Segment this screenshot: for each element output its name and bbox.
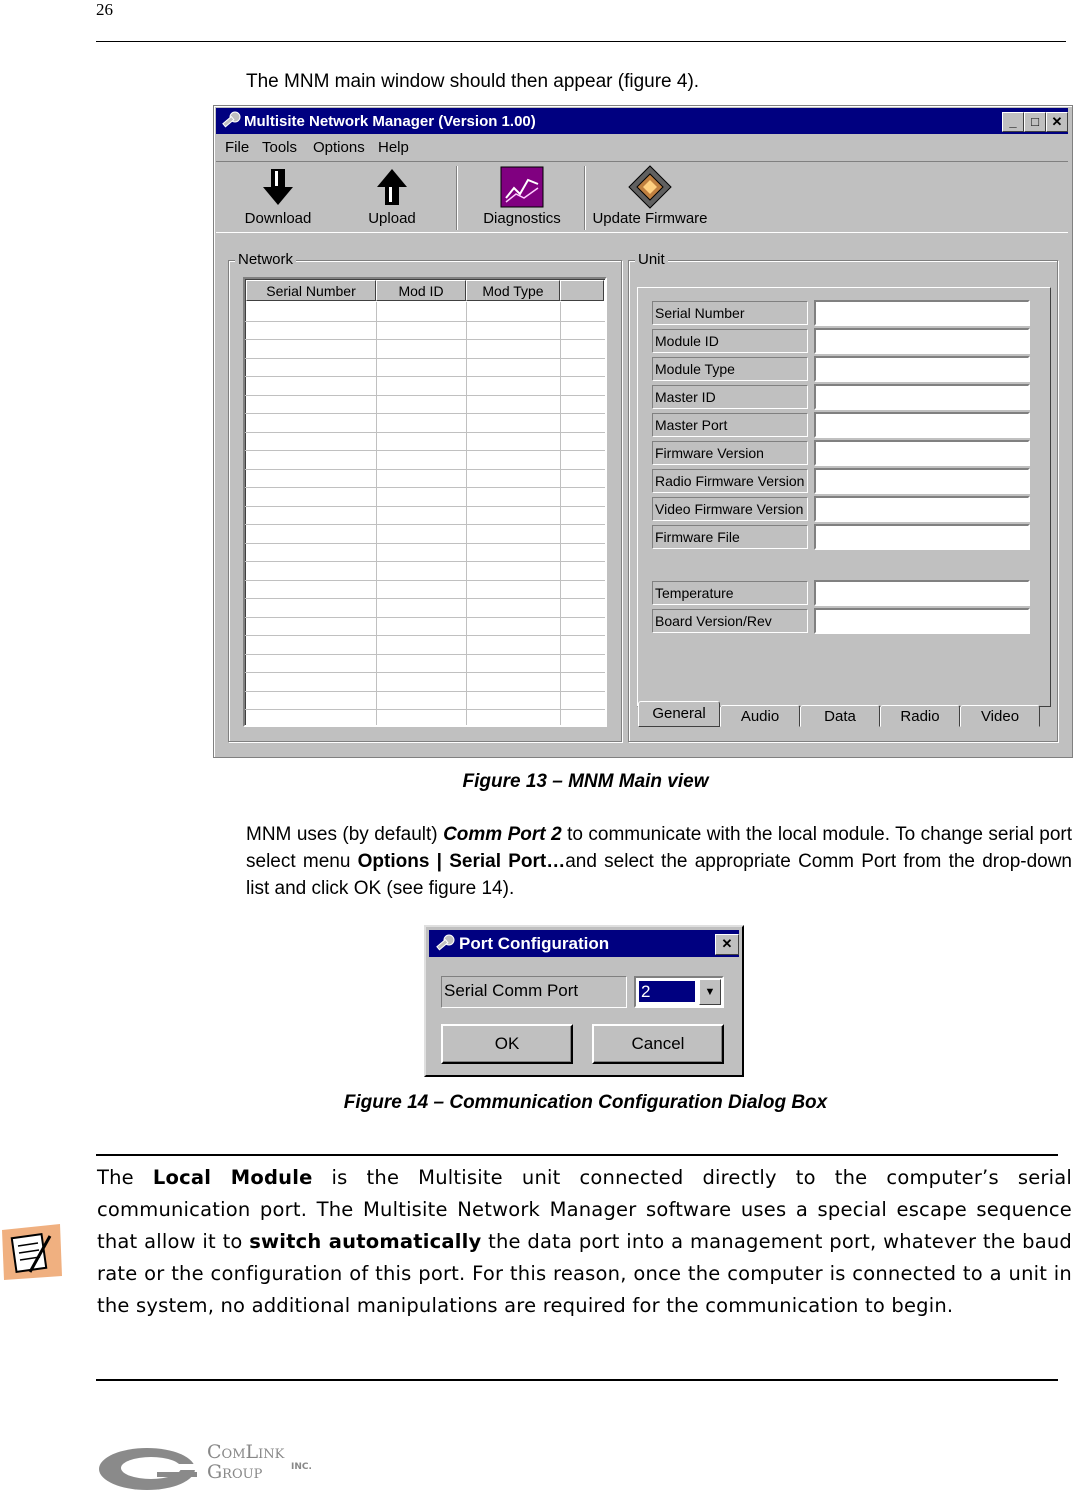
logo-line1: ComLink [207, 1441, 285, 1463]
figure-14-caption: Figure 14 – Communication Configuration Dialog Box [343, 1092, 828, 1113]
menu-path-emphasis: Options | Serial Port… [357, 851, 566, 872]
table-row[interactable] [245, 543, 605, 544]
table-row[interactable] [245, 654, 605, 655]
update-firmware-label: Update Firmware [592, 210, 708, 227]
tab-general[interactable]: General [638, 701, 720, 727]
header-rule [96, 41, 1066, 42]
video-firmware-version-field[interactable] [814, 496, 1030, 522]
download-button[interactable] [236, 164, 320, 227]
table-row[interactable] [245, 432, 605, 433]
table-row[interactable] [245, 561, 605, 562]
note-text: The [97, 1166, 153, 1189]
table-row[interactable] [245, 672, 605, 673]
chevron-down-icon[interactable]: ▼ [699, 979, 721, 1005]
label-master-port: Master Port [652, 413, 808, 437]
menu-options[interactable]: Options [313, 139, 365, 156]
menu-help[interactable]: Help [378, 139, 409, 156]
logo-line2: Group [207, 1461, 263, 1483]
column-header-mod-id[interactable]: Mod ID [376, 280, 466, 301]
unit-label: Unit [635, 251, 668, 268]
comm-port-emphasis: Comm Port 2 [443, 824, 562, 845]
dialog-titlebar [429, 930, 739, 957]
network-grid-body [245, 302, 605, 725]
diagnostics-chart-icon [500, 166, 544, 208]
tab-video[interactable]: Video [960, 705, 1040, 727]
upload-arrow-icon [375, 167, 409, 207]
toolbar [216, 161, 1068, 233]
table-row[interactable] [245, 321, 605, 322]
diagnostics-label: Diagnostics [483, 210, 561, 227]
table-row[interactable] [245, 469, 605, 470]
para-text: MNM uses (by default) [246, 824, 444, 845]
note-text: is the Multisite unit connected directly to the computer’s serial communication port. The Multisite Network Manager software uses a special escape sequence that allow it to [97, 1166, 1072, 1253]
unit-tab-panel [637, 287, 1051, 707]
column-divider [376, 302, 377, 725]
table-row[interactable] [245, 358, 605, 359]
module-id-field[interactable] [814, 328, 1030, 354]
master-port-field[interactable] [814, 412, 1030, 438]
table-row[interactable] [245, 691, 605, 692]
upload-label: Upload [368, 210, 416, 227]
table-row[interactable] [245, 635, 605, 636]
label-firmware-version: Firmware Version [652, 441, 808, 465]
label-serial-number: Serial Number [652, 301, 808, 325]
switch-automatically-emphasis: switch automatically [249, 1230, 482, 1253]
serial-number-field[interactable] [814, 300, 1030, 326]
network-group [228, 251, 622, 742]
table-row[interactable] [245, 487, 605, 488]
comlink-logo [97, 1440, 337, 1496]
comm-port-select[interactable] [634, 976, 724, 1008]
local-module-note [97, 1162, 1072, 1322]
update-firmware-button[interactable] [592, 164, 708, 227]
toolbar-separator [456, 166, 458, 230]
column-divider [560, 302, 561, 725]
label-module-id: Module ID [652, 329, 808, 353]
menu-file[interactable]: File [225, 139, 250, 156]
cancel-button[interactable]: Cancel [592, 1024, 724, 1064]
minimize-button[interactable]: _ [1002, 112, 1024, 132]
dialog-close-button[interactable]: ✕ [715, 934, 739, 955]
table-row[interactable] [245, 506, 605, 507]
serial-comm-port-label: Serial Comm Port [441, 976, 627, 1008]
column-header-serial-number[interactable]: Serial Number [246, 280, 376, 301]
mnm-main-window [213, 105, 1073, 758]
firmware-file-field[interactable] [814, 524, 1030, 550]
table-row[interactable] [245, 617, 605, 618]
maximize-button[interactable]: □ [1024, 112, 1046, 132]
label-firmware-file: Firmware File [652, 525, 808, 549]
label-module-type: Module Type [652, 357, 808, 381]
close-button[interactable]: ✕ [1046, 112, 1068, 132]
ok-button[interactable]: OK [441, 1024, 573, 1064]
menu-bar [216, 136, 1068, 160]
firmware-version-field[interactable] [814, 440, 1030, 466]
wrench-icon [221, 111, 241, 131]
diagnostics-button[interactable] [476, 164, 568, 227]
figure-13-caption: Figure 13 – MNM Main view [462, 771, 709, 792]
network-grid[interactable] [243, 277, 607, 727]
network-label: Network [235, 251, 296, 268]
logo-suffix: INC. [291, 1462, 312, 1472]
port-configuration-dialog [424, 925, 744, 1077]
dialog-title: Port Configuration [459, 934, 610, 953]
tab-radio[interactable]: Radio [880, 705, 960, 727]
table-row[interactable] [245, 339, 605, 340]
download-label: Download [244, 210, 312, 227]
instructions-paragraph [246, 821, 1072, 902]
table-row[interactable] [245, 524, 605, 525]
mnm-title: Multisite Network Manager (Version 1.00) [244, 113, 536, 130]
column-header-extra[interactable] [560, 280, 604, 301]
menu-tools[interactable]: Tools [262, 139, 298, 156]
label-master-id: Master ID [652, 385, 808, 409]
note-top-rule [96, 1154, 1058, 1156]
wrench-icon [435, 934, 455, 954]
label-video-firmware-version: Video Firmware Version [652, 497, 808, 521]
mnm-titlebar [216, 108, 1068, 134]
temperature-field[interactable] [814, 580, 1030, 606]
board-version-field[interactable] [814, 608, 1030, 634]
upload-button[interactable] [354, 164, 430, 227]
table-row[interactable] [245, 395, 605, 396]
download-arrow-icon [261, 167, 295, 207]
para-text: and select the appropriate Comm Port from the drop-down list and click OK (see figure 14). [246, 851, 1073, 899]
column-divider [466, 302, 467, 725]
column-header-mod-type[interactable]: Mod Type [466, 280, 560, 301]
table-row[interactable] [245, 376, 605, 377]
radio-firmware-version-field[interactable] [814, 468, 1030, 494]
tab-data[interactable]: Data [800, 705, 880, 727]
label-radio-firmware-version: Radio Firmware Version [652, 469, 808, 493]
master-id-field[interactable] [814, 384, 1030, 410]
local-module-emphasis: Local Module [152, 1166, 313, 1189]
unit-group [628, 251, 1058, 742]
label-temperature: Temperature [652, 581, 808, 605]
chip-icon [627, 164, 673, 210]
comm-port-value: 2 [639, 981, 695, 1002]
intro-text: The MNM main window should then appear (figure 4). [246, 71, 700, 92]
notepad-icon [0, 1222, 64, 1282]
table-row[interactable] [245, 598, 605, 599]
note-text: the data port into a management port, whatever the baud rate or the configuration of this port. For this reason, once the computer is connected to a unit in the system, no additional manipulations are required for the communication to begin. [97, 1230, 1072, 1317]
module-type-field[interactable] [814, 356, 1030, 382]
comlink-swoosh-icon [97, 1446, 197, 1492]
toolbar-separator [584, 166, 586, 230]
table-row[interactable] [245, 580, 605, 581]
table-row[interactable] [245, 450, 605, 451]
table-row[interactable] [245, 709, 605, 710]
para-text: to communicate with the local module. To change serial port select menu [246, 824, 1072, 872]
label-board-version: Board Version/Rev [652, 609, 808, 633]
note-bottom-rule [96, 1379, 1058, 1381]
table-row[interactable] [245, 413, 605, 414]
page-number: 26 [96, 0, 113, 19]
tab-audio[interactable]: Audio [720, 705, 800, 727]
